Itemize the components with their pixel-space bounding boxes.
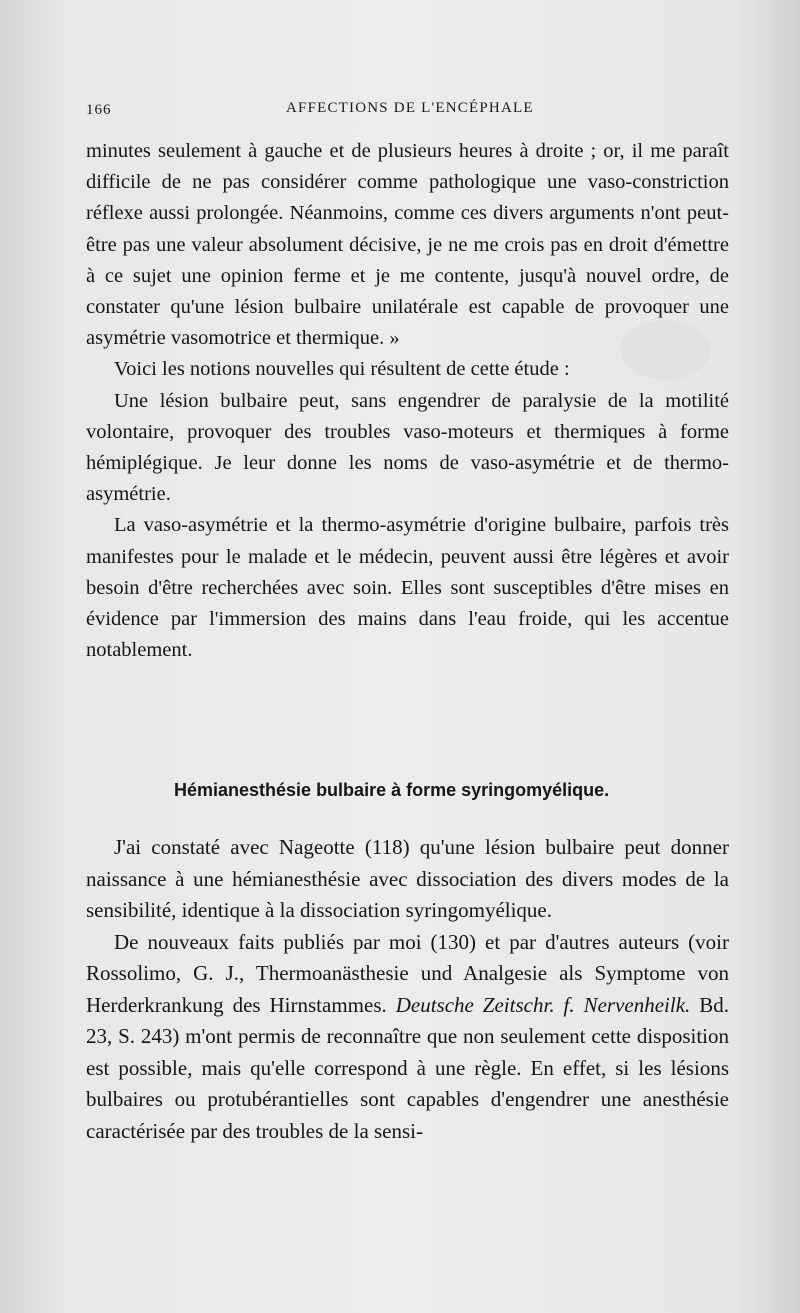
page-header xyxy=(86,100,726,124)
paragraph-lesion: Une lésion bulbaire peut, sans engendrer de paralysie de la motilité volontaire, provoquer des troubles vaso-moteurs et thermiques à forme hémiplégique. Je leur donne les noms de vaso-asymétrie et de thermo-asymétrie. xyxy=(86,389,729,506)
section-title: Hémianesthésie bulbaire à forme syringomyélique. xyxy=(174,780,610,800)
paragraph-notions: Voici les notions nouvelles qui résultent de cette étude : xyxy=(114,358,570,381)
paragraph-rossolimo-start: De nouveaux faits publiés par moi (130) et par d'autres auteurs (voir Rossolimo, G. J., Thermoanästhesie und Analgesie als Symptome von Herderkrankung des Hirnstammes. xyxy=(86,929,729,1017)
journal-title: Deutsche Zeitschr. f. Nervenheilk. xyxy=(395,992,691,1017)
paragraph-continued: minutes seulement à gauche et de plusieurs heures à droite ; or, il me paraît difficile de ne pas considérer comme pathologique une vaso-constriction réflexe aussi prolongée. Néanmoins, comme ces divers arguments n'ont peut-être pas une valeur absolument décisive, je ne me crois pas en droit d'émettre à ce sujet une opinion ferme et je me contente, jusqu'à nouvel ordre, de constater qu'une lésion bulbaire unilatérale est capable de provoquer une asymétrie vasomotrice et thermique. » xyxy=(86,140,729,350)
upper-text-block xyxy=(86,136,729,666)
paragraph-nageotte: J'ai constaté avec Nageotte (118) qu'une lésion bulbaire peut donner naissance à une hémianesthésie avec dissociation des divers modes de la sensibilité, identique à la dissociation syringomyélique. xyxy=(86,835,729,922)
running-title: AFFECTIONS DE L'ENCÉPHALE xyxy=(286,100,534,116)
paragraph-rossolimo xyxy=(86,927,729,1148)
paragraph-rossolimo-end: Bd. 23, S. 243) m'ont permis de reconnaître que non seulement cette disposition est possible, mais qu'elle correspond à une règle. En effet, si les lésions bulbaires ou protubérantielles sont capables d'engendrer une anesthésie caractérisée par des troubles de la sensi- xyxy=(86,992,729,1143)
page-number: 166 xyxy=(86,102,112,118)
paragraph-vaso-asymetrie: La vaso-asymétrie et la thermo-asymétrie d'origine bulbaire, parfois très manifestes pour le malade et le médecin, peuvent aussi être légères et avoir besoin d'être recherchées avec soin. Elles sont susceptibles d'être mises en évidence par l'immersion des mains dans l'eau froide, qui les accentue notablement. xyxy=(86,514,729,662)
lower-text-block xyxy=(86,832,729,1147)
